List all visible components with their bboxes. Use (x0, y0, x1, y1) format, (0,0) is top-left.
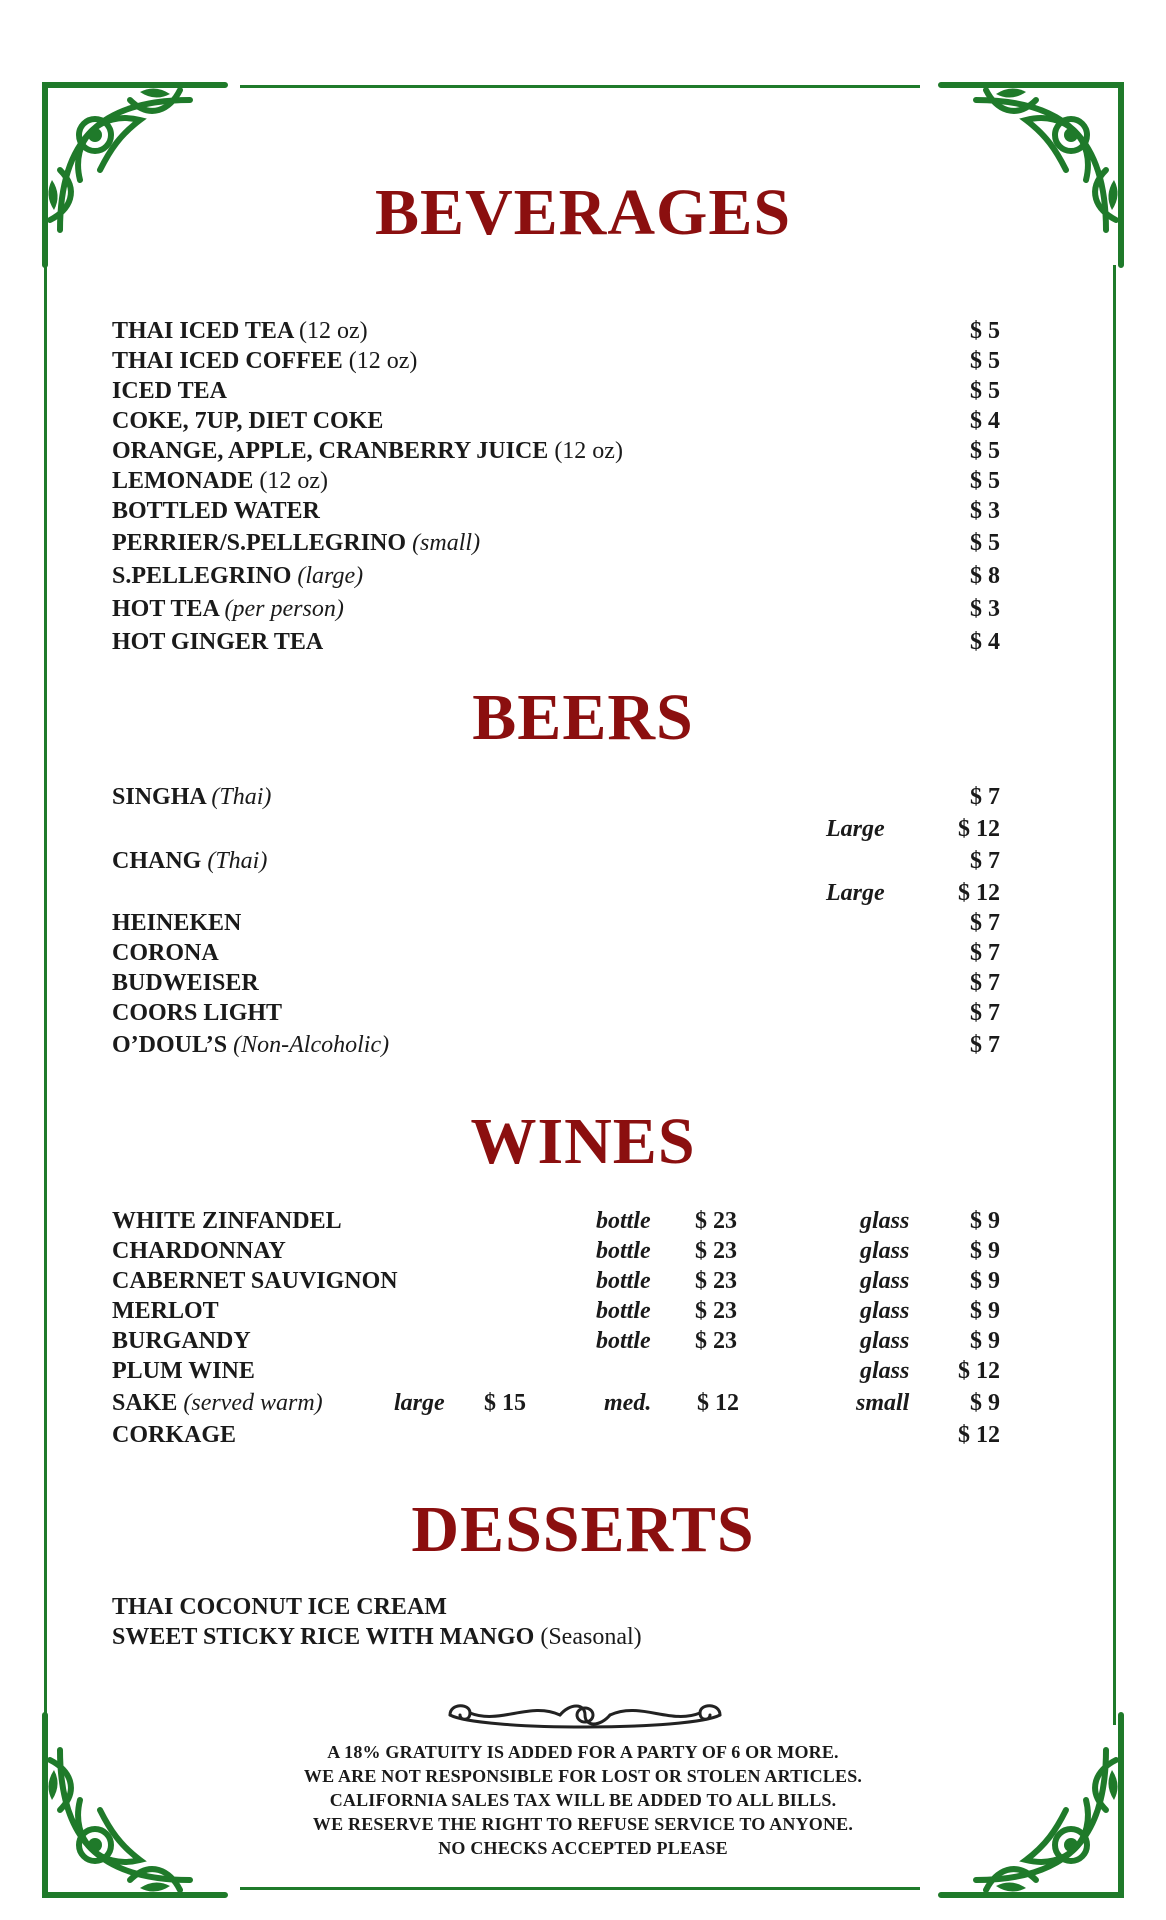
item-name: SWEET STICKY RICE WITH MANGO (112, 1624, 535, 1650)
item-price: $ 7 (970, 910, 1000, 936)
wine-row (112, 1358, 1000, 1388)
menu-item (112, 563, 1000, 593)
item-name: HOT GINGER TEA (112, 629, 324, 655)
item-price: $ 12 (958, 816, 1000, 842)
item-note: (served warm) (183, 1390, 323, 1416)
menu-item (112, 940, 1000, 970)
menu-item (112, 970, 1000, 1000)
item-name: PLUM WINE (112, 1358, 255, 1384)
sake-row (112, 1390, 1000, 1420)
item-name: CHARDONNAY (112, 1238, 286, 1264)
glass-price: $ 9 (970, 1268, 1000, 1294)
item-name: S.PELLEGRINO (112, 563, 292, 589)
glass-price: $ 9 (970, 1238, 1000, 1264)
item-name: THAI ICED TEA (112, 318, 293, 344)
item-name: BUDWEISER (112, 970, 259, 996)
item-name: CORKAGE (112, 1422, 237, 1448)
large-label: Large (826, 816, 885, 842)
item-price: $ 7 (970, 784, 1000, 810)
menu-item (112, 629, 1000, 659)
menu-item (112, 318, 1000, 348)
wines-title: WINES (470, 1105, 696, 1178)
glass-label: glass (860, 1298, 910, 1324)
item-name: THAI COCONUT ICE CREAM (112, 1594, 447, 1620)
med-price: $ 12 (697, 1390, 739, 1416)
item-price: $ 5 (970, 378, 1000, 404)
glass-price: $ 9 (970, 1328, 1000, 1354)
menu-item (112, 438, 1000, 468)
large-price: $ 15 (484, 1390, 526, 1416)
item-price: $ 5 (970, 318, 1000, 344)
beverages-title: BEVERAGES (374, 176, 792, 249)
item-name: THAI ICED COFFEE (112, 348, 343, 374)
note-line: NO CHECKS ACCEPTED PLEASE (438, 1838, 728, 1858)
item-name: HOT TEA (112, 596, 219, 622)
note-line: WE RESERVE THE RIGHT TO REFUSE SERVICE TO ANYONE. (312, 1814, 854, 1834)
item-note: (12 oz) (298, 318, 368, 344)
item-name: LEMONADE (112, 468, 254, 494)
scroll-divider-icon (440, 1695, 730, 1735)
glass-label: glass (860, 1358, 910, 1384)
bottle-label: bottle (596, 1208, 651, 1234)
item-price: $ 7 (970, 848, 1000, 874)
item-name: O’DOUL’S (112, 1032, 228, 1058)
item-name: CORONA (112, 940, 219, 966)
item-name: PERRIER/S.PELLEGRINO (112, 530, 407, 556)
item-note: (12 oz) (554, 438, 623, 464)
menu-item (112, 348, 1000, 378)
glass-price: $ 12 (958, 1358, 1000, 1384)
item-name: HEINEKEN (112, 910, 242, 936)
item-name: MERLOT (112, 1298, 219, 1324)
menu-item (112, 1594, 1000, 1624)
item-note: (large) (297, 563, 364, 589)
item-name: CABERNET SAUVIGNON (112, 1268, 398, 1294)
item-name: SAKE (112, 1390, 178, 1416)
item-name: ICED TEA (112, 378, 227, 404)
bottle-price: $ 23 (695, 1298, 737, 1324)
item-name: CHANG (112, 848, 202, 874)
item-price: $ 7 (970, 940, 1000, 966)
item-price: $ 3 (970, 498, 1000, 524)
menu-item (112, 596, 1000, 626)
item-price: $ 7 (970, 1032, 1000, 1058)
item-note: (Seasonal) (540, 1624, 642, 1650)
item-note: (per person) (224, 596, 344, 622)
menu-item (112, 378, 1000, 408)
menu-item (112, 408, 1000, 438)
menu-item (112, 1032, 1000, 1062)
item-note: (12 oz) (348, 348, 418, 374)
item-price: $ 12 (958, 880, 1000, 906)
item-price: $ 4 (970, 629, 1000, 655)
glass-label: glass (860, 1328, 910, 1354)
desserts-title: DESSERTS (411, 1493, 755, 1566)
item-note: (Thai) (211, 784, 272, 810)
bottle-label: bottle (596, 1268, 651, 1294)
menu-item (112, 1624, 1000, 1654)
large-label: Large (826, 880, 885, 906)
item-price: $ 3 (970, 596, 1000, 622)
item-note: (12 oz) (259, 468, 328, 494)
bottle-label: bottle (596, 1298, 651, 1324)
item-name: BOTTLED WATER (112, 498, 320, 524)
bottle-label: bottle (596, 1238, 651, 1264)
item-name: COORS LIGHT (112, 1000, 283, 1026)
item-name: ORANGE, APPLE, CRANBERRY JUICE (112, 438, 549, 464)
menu-item (112, 498, 1000, 528)
menu-item-large (112, 816, 1000, 846)
menu-item-large (112, 880, 1000, 910)
glass-price: $ 9 (970, 1298, 1000, 1324)
item-price: $ 4 (970, 408, 1000, 434)
item-price: $ 5 (970, 348, 1000, 374)
item-name: BURGANDY (112, 1328, 251, 1354)
menu-item (112, 530, 1000, 560)
wine-row (112, 1208, 1000, 1238)
item-note: (Non-Alcoholic) (233, 1032, 390, 1058)
item-name: WHITE ZINFANDEL (112, 1208, 342, 1234)
bottle-price: $ 23 (695, 1238, 737, 1264)
item-name: COKE, 7UP, DIET COKE (112, 408, 384, 434)
corkage-row (112, 1422, 1000, 1452)
wine-row (112, 1238, 1000, 1268)
small-price: $ 9 (970, 1390, 1000, 1416)
glass-price: $ 9 (970, 1208, 1000, 1234)
bottle-label: bottle (596, 1328, 651, 1354)
glass-label: glass (860, 1238, 910, 1264)
item-note: (Thai) (207, 848, 268, 874)
bottle-price: $ 23 (695, 1328, 737, 1354)
note-line: A 18% GRATUITY IS ADDED FOR A PARTY OF 6 OR MORE. (327, 1742, 839, 1762)
menu-item (112, 848, 1000, 878)
small-label: small (856, 1390, 910, 1416)
frame-bottom-line (240, 1887, 920, 1890)
item-price: $ 5 (970, 530, 1000, 556)
item-price: $ 12 (958, 1422, 1000, 1448)
item-price: $ 7 (970, 970, 1000, 996)
item-price: $ 5 (970, 438, 1000, 464)
menu-item (112, 910, 1000, 940)
frame-top-line (240, 85, 920, 88)
item-name: SINGHA (112, 784, 206, 810)
footer-notes (0, 1740, 1166, 1860)
item-price: $ 5 (970, 468, 1000, 494)
item-price: $ 8 (970, 563, 1000, 589)
med-label: med. (604, 1390, 652, 1416)
wine-row (112, 1298, 1000, 1328)
menu-item (112, 784, 1000, 814)
menu-item (112, 468, 1000, 498)
glass-label: glass (860, 1208, 910, 1234)
note-line: CALIFORNIA SALES TAX WILL BE ADDED TO ALL BILLS. (329, 1790, 837, 1810)
bottle-price: $ 23 (695, 1268, 737, 1294)
menu-item (112, 1000, 1000, 1030)
item-note: (small) (412, 530, 481, 556)
glass-label: glass (860, 1268, 910, 1294)
large-label: large (394, 1390, 445, 1416)
note-line: WE ARE NOT RESPONSIBLE FOR LOST OR STOLEN ARTICLES. (303, 1766, 863, 1786)
wine-row (112, 1268, 1000, 1298)
item-price: $ 7 (970, 1000, 1000, 1026)
beers-title: BEERS (472, 681, 694, 754)
bottle-price: $ 23 (695, 1208, 737, 1234)
wine-row (112, 1328, 1000, 1358)
